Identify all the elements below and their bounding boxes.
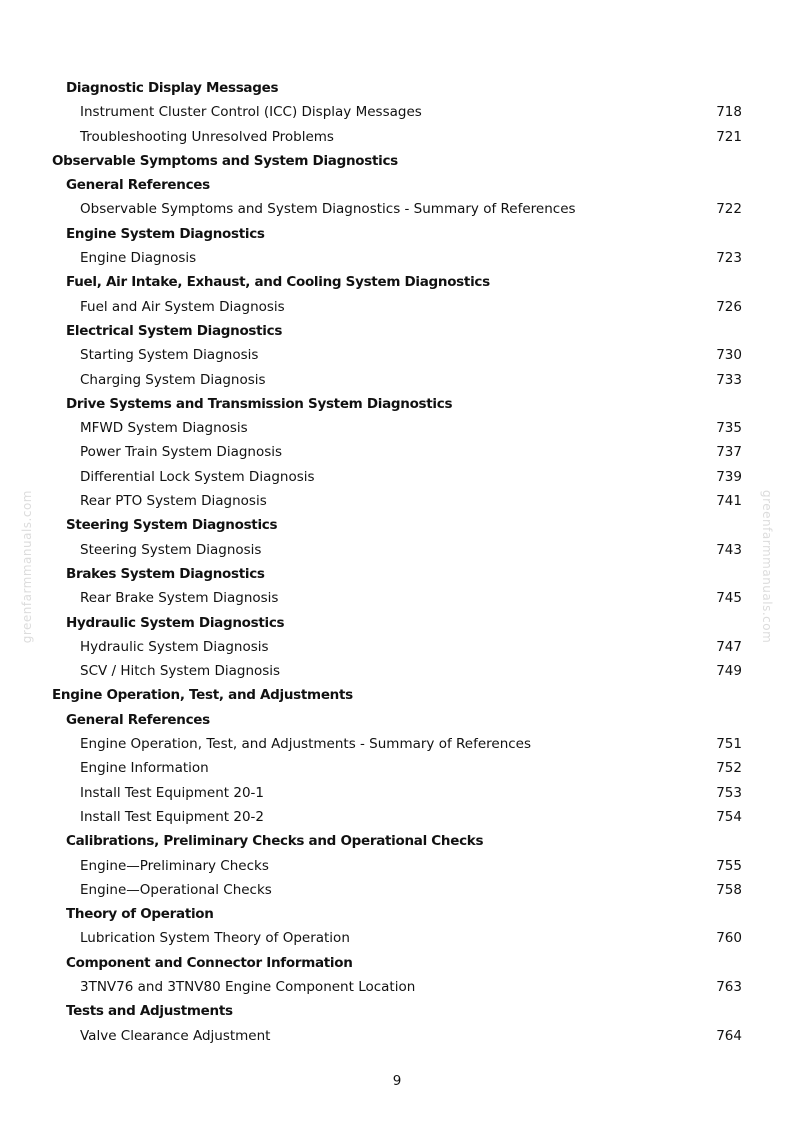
toc-subsection-heading	[0, 999, 794, 1023]
toc-subsection-heading	[0, 562, 794, 586]
toc-subsection-heading	[0, 513, 794, 537]
toc-entry-page: 735	[716, 420, 742, 437]
toc-entry-label: Install Test Equipment 20-1	[80, 784, 265, 801]
toc-entry[interactable]	[0, 489, 794, 513]
toc-entry-label: Rear Brake System Diagnosis	[80, 590, 279, 607]
toc-entry-label: Steering System Diagnostics	[66, 517, 278, 534]
toc-entry[interactable]	[0, 756, 794, 780]
toc-subsection-heading	[0, 270, 794, 294]
toc-entry-label: General References	[66, 177, 210, 194]
toc-entry-page: 743	[716, 541, 742, 558]
toc-entry-label: Lubrication System Theory of Operation	[80, 930, 350, 947]
toc-entry-page: 723	[716, 250, 742, 267]
toc-entry[interactable]	[0, 125, 794, 149]
toc-entry-label: Brakes System Diagnostics	[66, 565, 265, 582]
toc-subsection-heading	[0, 611, 794, 635]
toc-entry-label: Drive Systems and Transmission System Diagnostics	[66, 395, 453, 412]
toc-entry-label: Hydraulic System Diagnostics	[66, 614, 285, 631]
toc-entry-label: General References	[66, 711, 210, 728]
toc-entry-label: SCV / Hitch System Diagnosis	[80, 663, 281, 680]
toc-entry-page: 730	[716, 347, 742, 364]
toc-entry-label: Troubleshooting Unresolved Problems	[80, 128, 334, 145]
toc-entry[interactable]	[0, 416, 794, 440]
toc-entry-label: Power Train System Diagnosis	[80, 444, 283, 461]
toc-entry-label: Rear PTO System Diagnosis	[80, 493, 267, 510]
toc-entry[interactable]	[0, 246, 794, 270]
toc-entry[interactable]	[0, 197, 794, 221]
toc-entry-page: 722	[716, 201, 742, 218]
toc-subsection-heading	[0, 708, 794, 732]
toc-entry-label: Component and Connector Information	[66, 954, 353, 971]
toc-entry-label: Fuel, Air Intake, Exhaust, and Cooling System Diagnostics	[66, 274, 490, 291]
toc-entry-page: 764	[716, 1027, 742, 1044]
toc-entry[interactable]	[0, 368, 794, 392]
toc-entry[interactable]	[0, 732, 794, 756]
toc-entry-page: 758	[716, 881, 742, 898]
toc-entry-label: Starting System Diagnosis	[80, 347, 259, 364]
toc-entry-page: 755	[716, 857, 742, 874]
toc-entry[interactable]	[0, 659, 794, 683]
toc-entry[interactable]	[0, 1024, 794, 1048]
toc-entry[interactable]	[0, 635, 794, 659]
toc-entry[interactable]	[0, 586, 794, 610]
toc-entry-label: Observable Symptoms and System Diagnostics - Summary of References	[80, 201, 576, 218]
toc-entry-label: Engine—Operational Checks	[80, 881, 272, 898]
watermark-right: greenfarmmanuals.com	[760, 490, 774, 644]
toc-entry-label: Engine Operation, Test, and Adjustments	[52, 687, 353, 704]
toc-entry[interactable]	[0, 465, 794, 489]
toc-entry-label: Charging System Diagnosis	[80, 371, 266, 388]
toc-entry-page: 739	[716, 468, 742, 485]
toc-entry-page: 753	[716, 784, 742, 801]
toc-entry[interactable]	[0, 878, 794, 902]
watermark-left: greenfarmmanuals.com	[20, 490, 34, 644]
toc-subsection-heading	[0, 829, 794, 853]
toc-entry-label: Observable Symptoms and System Diagnostics	[52, 152, 398, 169]
toc-subsection-heading	[0, 222, 794, 246]
toc-subsection-heading	[0, 319, 794, 343]
toc-entry-label: Steering System Diagnosis	[80, 541, 262, 558]
toc-entry[interactable]	[0, 854, 794, 878]
toc-entry-page: 760	[716, 930, 742, 947]
toc-subsection-heading	[0, 951, 794, 975]
toc-entry-label: Theory of Operation	[66, 906, 214, 923]
toc-entry-page: 763	[716, 978, 742, 995]
toc-entry-label: Hydraulic System Diagnosis	[80, 638, 269, 655]
toc-entry[interactable]	[0, 926, 794, 950]
toc-entry-page: 754	[716, 808, 742, 825]
toc-entry-label: MFWD System Diagnosis	[80, 420, 248, 437]
toc-entry-label: Engine Diagnosis	[80, 250, 197, 267]
toc-section-heading	[0, 683, 794, 707]
toc-entry-page: 745	[716, 590, 742, 607]
toc-entry-label: Engine Information	[80, 760, 209, 777]
toc-entry-page: 751	[716, 736, 742, 753]
toc-entry-label: Electrical System Diagnostics	[66, 322, 283, 339]
toc-entry[interactable]	[0, 440, 794, 464]
toc-entry[interactable]	[0, 100, 794, 124]
toc-entry-label: Diagnostic Display Messages	[66, 80, 279, 96]
toc-subsection-heading	[0, 392, 794, 416]
toc-entry-page: 721	[716, 128, 742, 145]
toc-entry-page: 726	[716, 298, 742, 315]
toc-entry-page: 747	[716, 638, 742, 655]
table-of-contents	[0, 76, 794, 1048]
toc-entry-page: 733	[716, 371, 742, 388]
toc-entry-page: 749	[716, 663, 742, 680]
toc-subsection-heading	[0, 902, 794, 926]
toc-entry-label: Engine—Preliminary Checks	[80, 857, 269, 874]
toc-entry[interactable]	[0, 295, 794, 319]
toc-entry-page: 737	[716, 444, 742, 461]
toc-entry-page: 741	[716, 493, 742, 510]
toc-entry-label: 3TNV76 and 3TNV80 Engine Component Location	[80, 978, 416, 995]
toc-entry-label: Install Test Equipment 20-2	[80, 808, 265, 825]
toc-subsection-heading	[0, 76, 794, 100]
toc-entry-label: Instrument Cluster Control (ICC) Display Messages	[80, 104, 422, 121]
toc-entry-label: Tests and Adjustments	[66, 1003, 233, 1020]
toc-subsection-heading	[0, 173, 794, 197]
toc-entry-label: Engine System Diagnostics	[66, 225, 265, 242]
toc-entry-label: Differential Lock System Diagnosis	[80, 468, 315, 485]
toc-entry-label: Engine Operation, Test, and Adjustments - Summary of References	[80, 736, 532, 753]
toc-section-heading	[0, 149, 794, 173]
toc-entry[interactable]	[0, 538, 794, 562]
toc-entry[interactable]	[0, 975, 794, 999]
toc-entry[interactable]	[0, 805, 794, 829]
toc-entry-label: Calibrations, Preliminary Checks and Operational Checks	[66, 833, 484, 850]
toc-entry-page: 718	[716, 104, 742, 121]
toc-entry[interactable]	[0, 343, 794, 367]
page-number: 9	[392, 1073, 402, 1089]
toc-entry-label: Fuel and Air System Diagnosis	[80, 298, 285, 315]
toc-entry[interactable]	[0, 781, 794, 805]
toc-entry-page: 752	[716, 760, 742, 777]
toc-entry-label: Valve Clearance Adjustment	[80, 1027, 271, 1044]
